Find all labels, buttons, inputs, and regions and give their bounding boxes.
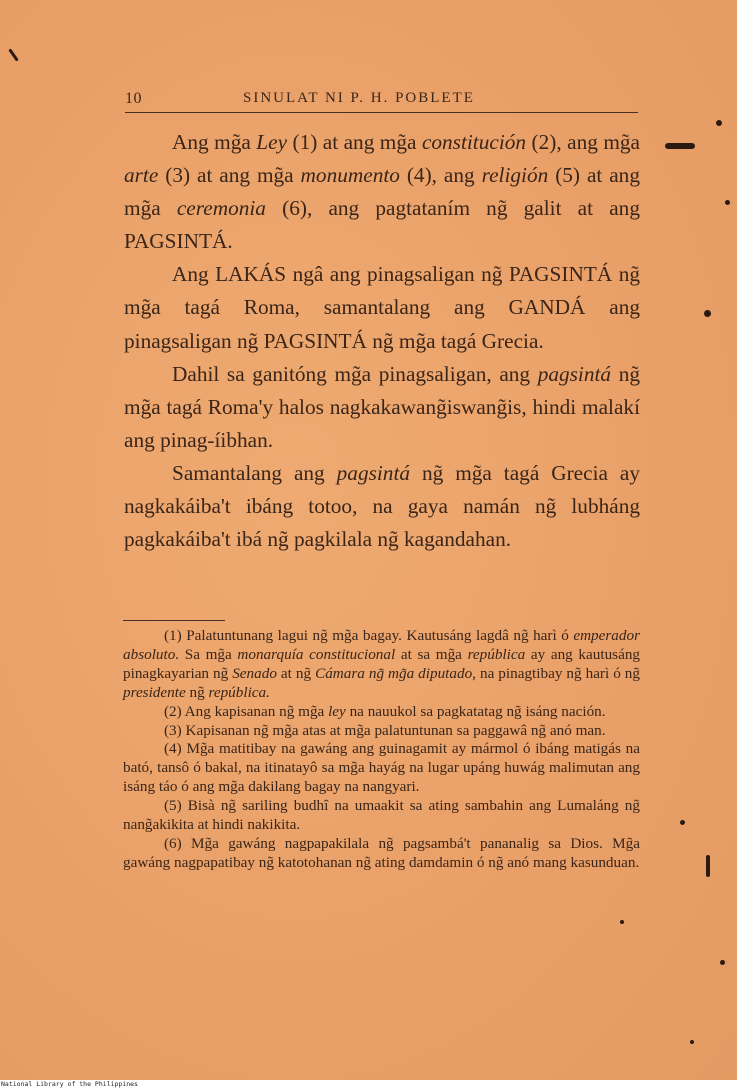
footnotes [123, 627, 640, 873]
running-head: SINULAT NI P. H. POBLETE [243, 90, 475, 106]
footnote: (5) Bisà ng̃ sariling budhî na umaakit sa ating sambahin ang Lumaláng ng̃ nang̃akikita at hindi nakikita. [123, 797, 640, 834]
ink-speck [725, 200, 730, 205]
paragraph: Ang LAKÁS ngâ ang pinagsaligan ng̃ PAGSINTÁ ng̃ mg̃a tagá Roma, samantalang ang GANDÁ ang pinagsaligan ng̃ PAGSINTÁ ng̃ mg̃a tagá Grecia. [124, 262, 640, 353]
paragraph: Ang mg̃a Ley (1) at ang mg̃a constitución (2), ang mg̃a arte (3) at ang mg̃a monumento (4), ang religión (5) at ang mg̃a ceremonia (6), ang pagtataním ng̃ galit at ang PAGSINTÁ. [124, 130, 640, 254]
paragraph: Dahil sa ganitóng mg̃a pinagsaligan, ang pagsintá ng̃ mg̃a tagá Roma'y halos nagkakawang̃iswang̃is, hindi malakí ang pinag-íibhan. [124, 361, 640, 452]
page-number: 10 [125, 90, 142, 107]
paragraph: Samantalang ang pagsintá ng̃ mg̃a tagá Grecia ay nagkakáiba't ibáng totoo, na gaya namán ng̃ lubháng pagkakáiba't ibá ng̃ pagkilala ng̃ kagandahan. [124, 460, 640, 552]
page-header [125, 88, 638, 113]
footnote: (1) Palatuntunang lagui ng̃ mg̃a bagay. Kautusáng lagdâ ng̃ harì ó emperador absoluto. Sa mg̃a monarquía constitucional at sa mg̃a república ay ang kautusáng pinagkayarian ng̃ Senado at ng̃ Cámara ng̃ mg̃a diputado, na pinagtibay ng̃ harì ó ng̃ presidente ng̃ república. [123, 627, 641, 701]
ink-speck [690, 1040, 694, 1044]
ink-speck [720, 960, 725, 965]
body-text [124, 126, 640, 556]
footnote: (6) Mg̃a gawáng nagpapakilala ng̃ pagsambá't pananalig sa Dios. Mg̃a gawáng nagpapatibay ng̃ katotohanan ng̃ ating damdamin ó ng̃ anó mang kasunduan. [123, 834, 640, 871]
ink-speck [665, 143, 695, 149]
ink-speck [680, 820, 685, 825]
footnote: (2) Ang kapisanan ng̃ mg̃a ley na nauukol sa pagkatatag ng̃ isáng nación. [164, 702, 606, 720]
ink-speck [704, 310, 711, 317]
footnote-divider [123, 620, 225, 621]
footnote: (4) Mg̃a matitibay na gawáng ang guinagamit ay mármol ó ibáng matigás na bató, tansô ó bakal, na itinatayô sa mg̃a hayág na lugar upáng huwág malimutan ang isáng táo ó ang mg̃a dakilang bagay na nangyari. [123, 740, 640, 796]
ink-speck [706, 855, 710, 877]
ink-speck [716, 120, 722, 126]
library-credit: National Library of the Philippines [1, 1080, 138, 1088]
ink-speck [620, 920, 624, 924]
footnote: (3) Kapisanan ng̃ mg̃a atas at mg̃a palatuntunan sa paggawâ ng̃ anó man. [164, 721, 606, 739]
